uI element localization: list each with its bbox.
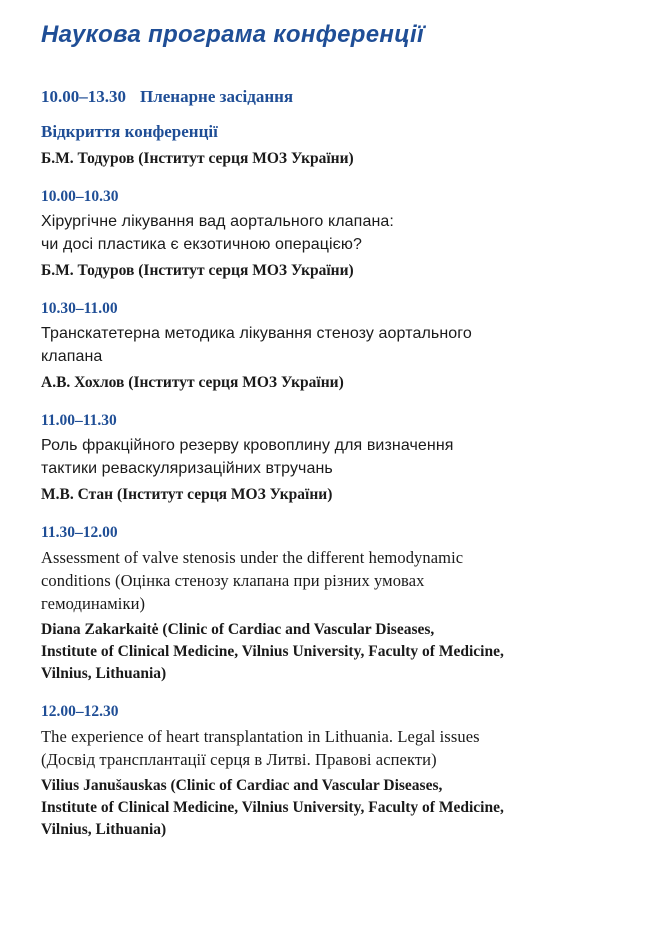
session-talk-title <box>41 434 601 480</box>
author-line: М.В. Стан (Інститут серця МОЗ України) <box>41 486 333 503</box>
author-line: А.В. Хохлов (Інститут серця МОЗ України) <box>41 374 344 391</box>
talk-title-line: гемодинаміки) <box>41 594 146 613</box>
author-line: Institute of Clinical Medicine, Vilnius University, Faculty of Medicine, <box>41 643 504 660</box>
plenary-header <box>41 84 601 110</box>
page-title: Наукова програма конференції <box>41 21 424 48</box>
opening-author: Б.М. Тодуров (Інститут серця МОЗ України) <box>41 150 354 167</box>
session-talk-title <box>41 210 601 256</box>
program-page <box>41 18 601 841</box>
opening-block <box>41 120 601 170</box>
session-author <box>41 260 601 282</box>
author-line: Vilnius, Lithuania) <box>41 665 167 682</box>
session-item <box>41 298 601 394</box>
session-time: 11.00–11.30 <box>41 412 117 429</box>
talk-title-line: Хірургічне лікування вад аортального клапана: <box>41 213 394 230</box>
session-author <box>41 484 601 506</box>
session-time: 10.30–11.00 <box>41 300 118 317</box>
author-line: Vilnius, Lithuania) <box>41 821 167 838</box>
session-time: 11.30–12.00 <box>41 524 118 541</box>
session-author <box>41 775 601 841</box>
session-item <box>41 701 601 841</box>
plenary-time: 10.00–13.30 <box>41 87 126 106</box>
talk-title-line: conditions (Оцінка стенозу клапана при різних умовах <box>41 571 425 590</box>
author-line: Vilius Janušauskas (Clinic of Cardiac and Vascular Diseases, <box>41 777 443 794</box>
session-time: 10.00–10.30 <box>41 188 119 205</box>
talk-title-line: клапана <box>41 348 103 365</box>
session-talk-title <box>41 546 601 615</box>
session-talk-title <box>41 322 601 368</box>
opening-title: Відкриття конференції <box>41 122 218 141</box>
talk-title-line: Транскатетерна методика лікування стенозу аортального <box>41 325 472 342</box>
talk-title-line: The experience of heart transplantation in Lithuania. Legal issues <box>41 727 480 746</box>
plenary-label: Пленарне засідання <box>140 87 294 106</box>
session-author <box>41 372 601 394</box>
author-line: Diana Zakarkaitė (Clinic of Cardiac and Vascular Diseases, <box>41 621 435 638</box>
talk-title-line: чи досі пластика є екзотичною операцією? <box>41 236 363 253</box>
session-talk-title <box>41 725 601 771</box>
session-time: 12.00–12.30 <box>41 703 119 720</box>
talk-title-line: Роль фракційного резерву кровоплину для визначення <box>41 437 454 454</box>
author-line: Б.М. Тодуров (Інститут серця МОЗ України) <box>41 262 354 279</box>
talk-title-line: Assessment of valve stenosis under the different hemodynamic <box>41 548 464 567</box>
session-item <box>41 522 601 685</box>
talk-title-line: (Досвід трансплантації серця в Литві. Правові аспекти) <box>41 750 437 769</box>
author-line: Institute of Clinical Medicine, Vilnius University, Faculty of Medicine, <box>41 799 504 816</box>
session-item <box>41 186 601 282</box>
session-item <box>41 410 601 506</box>
talk-title-line: тактики реваскуляризаційних втручань <box>41 460 333 477</box>
session-author <box>41 619 601 685</box>
